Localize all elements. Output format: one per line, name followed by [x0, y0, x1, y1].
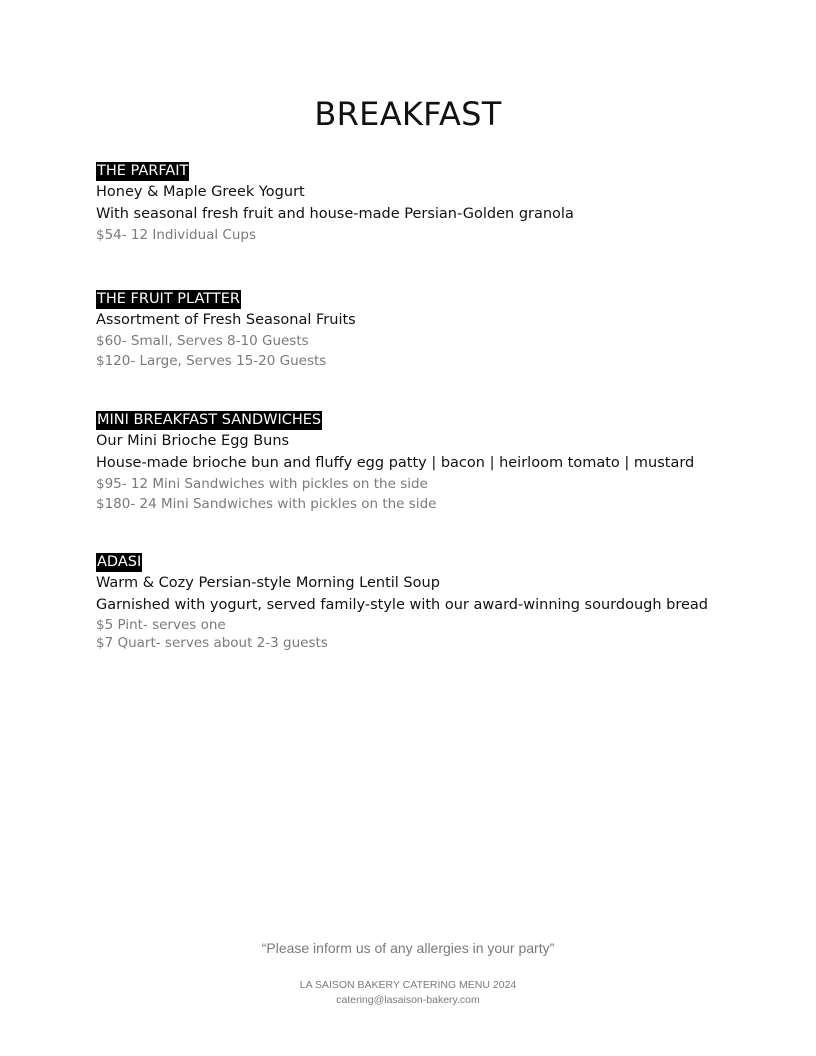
section-heading: MINI BREAKFAST SANDWICHES: [97, 412, 322, 428]
menu-section-adasi: [96, 551, 756, 652]
item-description: Garnished with yogurt, served family-style with our award-winning sourdough bread: [96, 597, 708, 613]
item-name: Honey & Maple Greek Yogurt: [96, 184, 305, 200]
footer-email: catering@lasaison-bakery.com: [336, 994, 480, 1006]
footer-company: LA SAISON BAKERY CATERING MENU 2024: [299, 979, 517, 991]
menu-section-parfait: [96, 160, 756, 245]
item-description: House-made brioche bun and fluffy egg patty | bacon | heirloom tomato | mustard: [96, 455, 695, 471]
section-heading: ADASI: [97, 554, 142, 570]
section-heading: THE PARFAIT: [97, 163, 189, 179]
item-description: With seasonal fresh fruit and house-made Persian-Golden granola: [96, 206, 574, 222]
item-price: $7 Quart- serves about 2-3 guests: [96, 635, 328, 651]
allergy-note: “Please inform us of any allergies in your party”: [261, 940, 555, 956]
item-price: $60- Small, Serves 8-10 Guests: [96, 333, 309, 349]
item-price: $180- 24 Mini Sandwiches with pickles on the side: [96, 496, 437, 512]
page-title: BREAKFAST: [314, 95, 502, 133]
item-name: Warm & Cozy Persian-style Morning Lentil Soup: [96, 575, 440, 591]
section-heading: THE FRUIT PLATTER: [97, 291, 240, 307]
menu-section-mini-breakfast-sandwiches: [96, 409, 756, 514]
item-price: $54- 12 Individual Cups: [96, 227, 257, 243]
item-price: $5 Pint- serves one: [96, 617, 226, 633]
item-name: Our Mini Brioche Egg Buns: [96, 433, 290, 449]
item-price: $120- Large, Serves 15-20 Guests: [96, 353, 327, 369]
item-price: $95- 12 Mini Sandwiches with pickles on the side: [96, 476, 428, 492]
menu-section-fruit-platter: [96, 288, 756, 371]
item-name: Assortment of Fresh Seasonal Fruits: [96, 312, 356, 328]
